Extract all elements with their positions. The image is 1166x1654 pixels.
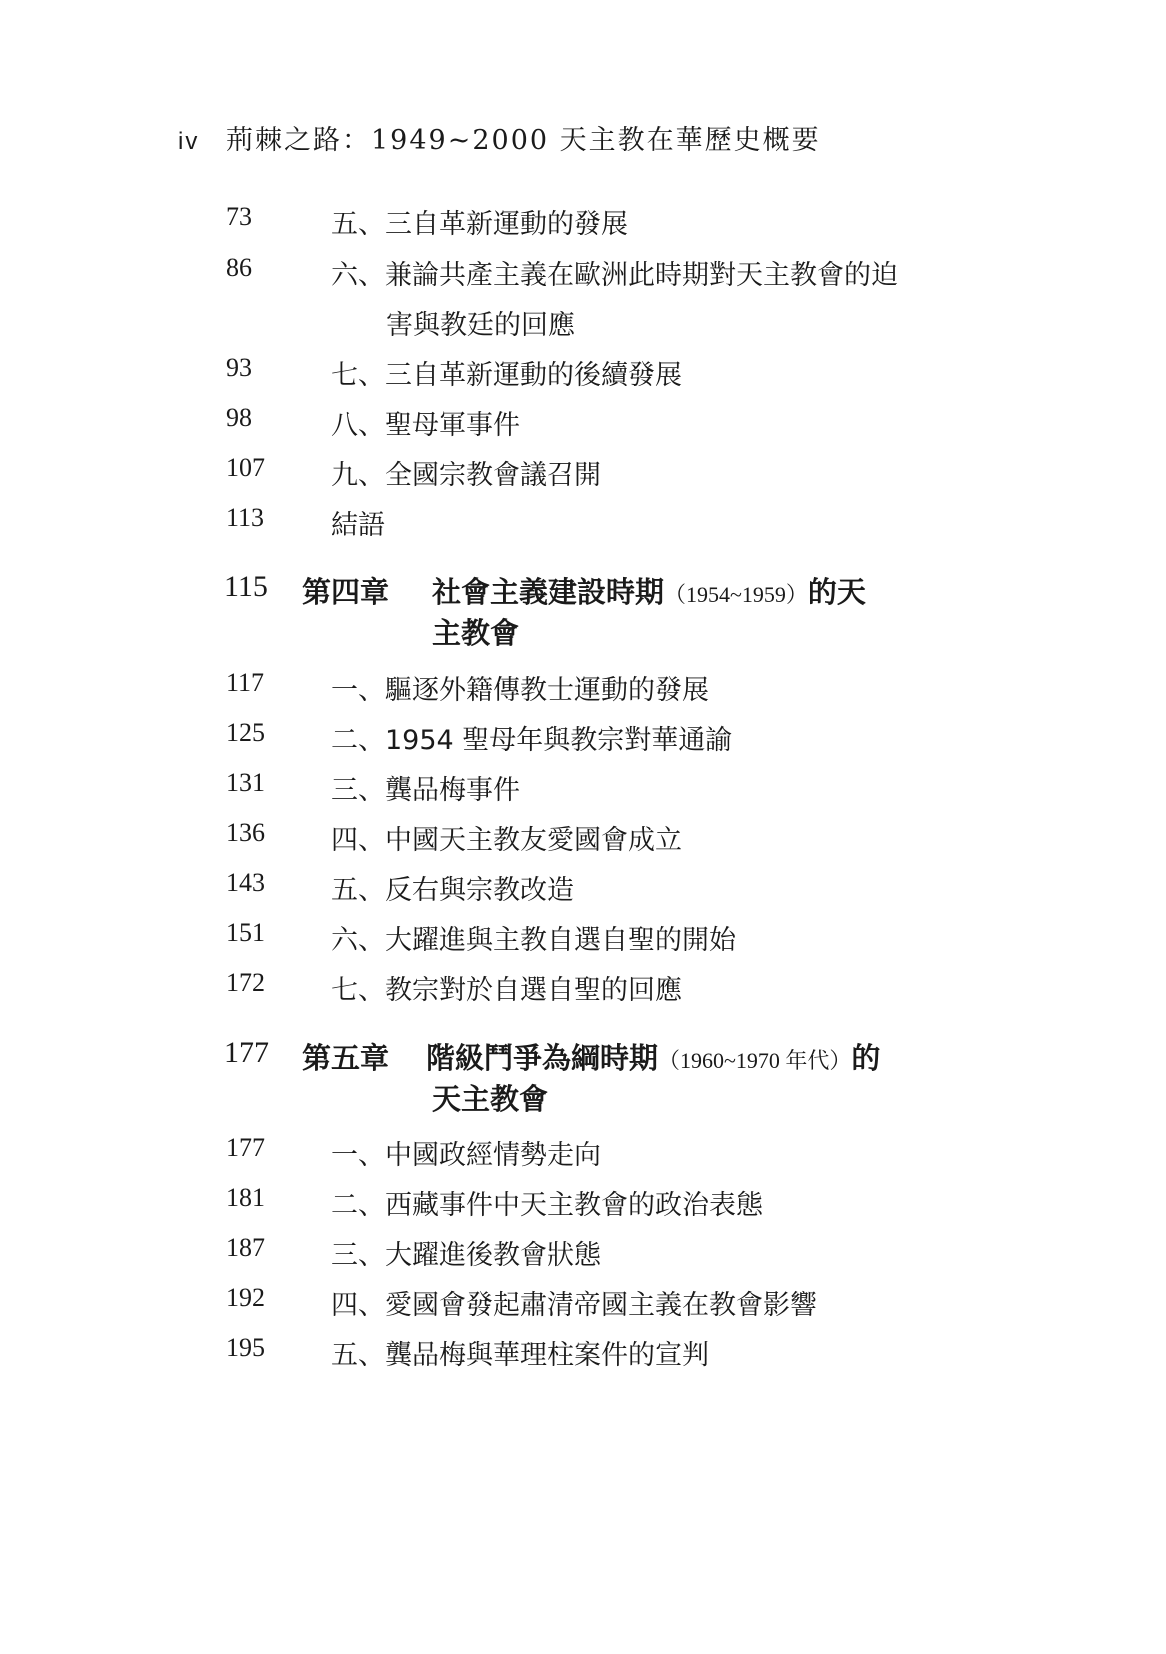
toc-entry-title: 六、兼論共產主義在歐洲此時期對天主教會的迫 [331,260,898,291]
toc-page-number: 136 [226,818,265,847]
toc-page-number: 86 [226,253,252,282]
toc-page-number: 113 [226,503,265,532]
chapter-title-continuation: 主教會 [432,616,520,650]
toc-entry-title: 六、大躍進與主教自選自聖的開始 [331,925,736,956]
toc-page-number: 125 [226,718,265,747]
chapter-title [426,1036,880,1077]
toc-page-number: 151 [226,918,265,947]
chapter-title-part: 階級鬥爭為綱時期 [426,1041,659,1075]
toc-entry-title: 三、大躍進後教會狀態 [331,1240,601,1271]
toc-page-number: 195 [226,1333,265,1362]
toc-entry-title: 九、全國宗教會議召開 [331,460,601,491]
toc-page-number: 143 [226,868,265,897]
chapter-title-years: （1954~1959） [664,582,808,607]
chapter-title-part: 的 [851,1041,881,1075]
chapter-title-years: （1960~1970 年代） [658,1048,852,1073]
toc-page-number: 192 [226,1283,265,1312]
toc-entry-title: 五、三自革新運動的發展 [331,209,628,240]
chapter-title-part: 的天 [807,575,866,609]
chapter-page-number: 115 [224,570,268,603]
toc-page-number: 73 [226,202,252,231]
chapter-title-continuation: 天主教會 [432,1082,549,1116]
toc-entry-title: 四、中國天主教友愛國會成立 [331,825,682,856]
toc-entry-title: 一、中國政經情勢走向 [331,1140,601,1171]
toc-entry-title: 八、聖母軍事件 [331,410,520,441]
chapter-page-number: 177 [224,1036,269,1069]
toc-entry-title: 二、西藏事件中天主教會的政治表態 [331,1190,763,1221]
header-book-title: 荊棘之路：1949~2000 天主教在華歷史概要 [226,125,821,156]
toc-page-number: 117 [226,668,265,697]
toc-entry-title: 七、三自革新運動的後續發展 [331,360,682,391]
toc-page-number: 98 [226,403,252,432]
chapter-label: 第四章 [302,575,390,609]
toc-entry-title: 七、教宗對於自選自聖的回應 [331,975,682,1006]
toc-entry-title: 一、驅逐外籍傳教士運動的發展 [331,675,709,706]
header-page-number: iv [178,128,200,155]
toc-entry-title: 五、龔品梅與華理柱案件的宣判 [331,1340,709,1371]
toc-page-number: 181 [226,1183,265,1212]
toc-entry-title: 五、反右與宗教改造 [331,875,574,906]
chapter-label: 第五章 [302,1041,390,1075]
chapter-title-part: 社會主義建設時期 [432,575,665,609]
toc-entry-title: 四、愛國會發起肅清帝國主義在教會影響 [331,1290,817,1321]
running-header [178,118,821,157]
toc-page-number: 131 [226,768,265,797]
toc-page-number: 177 [226,1133,265,1162]
toc-entry-title: 二、1954 聖母年與教宗對華通諭 [331,725,733,756]
toc-page-number: 172 [226,968,265,997]
toc-page-number: 107 [226,453,265,482]
toc-page-number: 93 [226,353,252,382]
toc-page-number: 187 [226,1233,265,1262]
toc-entry-title-continuation: 害與教廷的回應 [386,310,575,341]
toc-entry-title: 三、龔品梅事件 [331,775,520,806]
chapter-title [432,570,866,611]
toc-entry-title: 結語 [331,510,385,541]
